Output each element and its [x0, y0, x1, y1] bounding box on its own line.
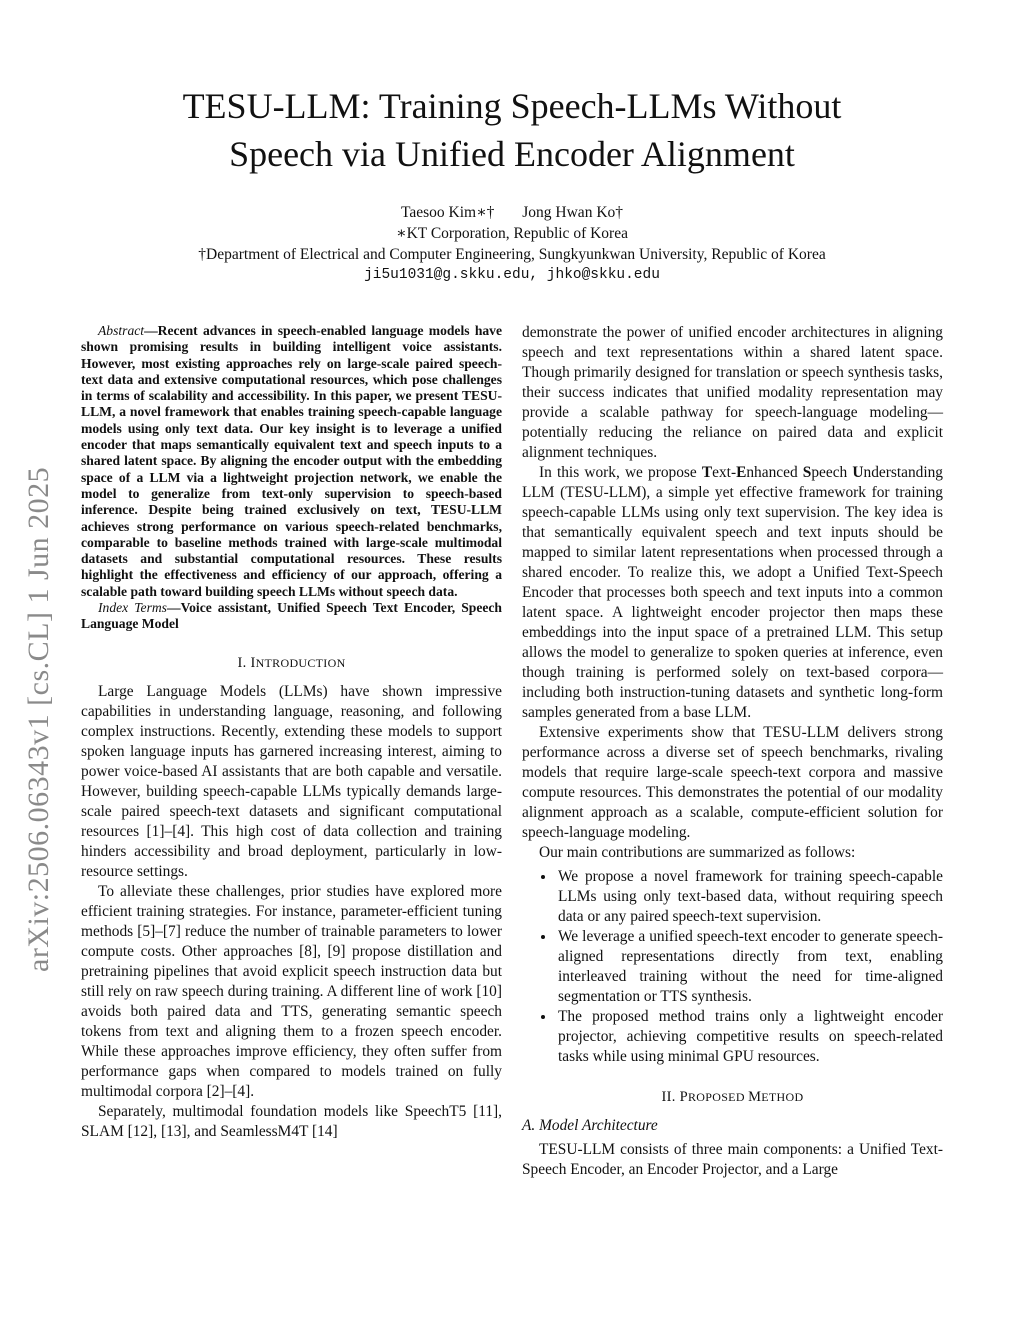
abstract — [81, 323, 502, 600]
right-paragraph-1: demonstrate the power of unified encoder architectures in aligning speech and text representations within a shared latent space. Though primarily designed for translation or speech synthesis tasks, their success indicates that unified modality representation may provide a scalable pathway for speech-language modeling—potentially reducing the reliance on paired data and explicit alignment techniques. — [522, 324, 943, 461]
list-item: • We propose a novel framework for training speech-capable LLMs using only text-based data, without requiring speech data or any paired speech-text supervision. — [556, 867, 943, 927]
author-emails: ji5u1031@g.skku.edu, jhko@skku.edu — [364, 267, 660, 283]
abstract-label: Abstract — [98, 323, 145, 338]
author-1: Taesoo Kim∗† — [400, 204, 495, 221]
title-line-1: TESU-LLM: Training Speech-LLMs Without — [182, 86, 842, 126]
subsection-heading-model-architecture: A. Model Architecture — [522, 1117, 658, 1134]
title-line-2: Speech via Unified Encoder Alignment — [229, 134, 795, 174]
arxiv-stamp: arXiv:2506.06343v1 [cs.CL] 1 Jun 2025 — [22, 466, 55, 972]
intro-paragraph-2: To alleviate these challenges, prior studies have explored more efficient training strategies. For instance, parameter-efficient tuning methods [5]–[7] reduce the number of trainable parameters to lower compute costs. Other approaches [8], [9] propose distillation and pretraining pipelines that avoid explicit speech instruction data but still rely on raw speech during training. A different line of work [10] avoids both paired data and TTS, generating semantic speech tokens from text and aligning them to a frozen speech encoder. While these approaches improve efficiency, they often suffer from performance gaps when compared to models trained on fully multimodal corpora [2]–[4]. — [81, 882, 502, 1100]
contributions-list — [522, 867, 943, 1067]
author-block — [80, 202, 944, 286]
index-terms-text: —Voice assistant, Unified Speech Text Encoder, Speech Language Model — [81, 600, 502, 632]
index-terms-label: Index Terms — [98, 600, 167, 616]
intro-paragraph-1: Large Language Models (LLMs) have shown impressive capabilities in understanding language, reasoning, and following complex instructions. Recently, extending these models to support spoken language inputs has garnered increasing interest, aiming to power voice-based AI assistants that are both capable and versatile. However, building speech-capable LLMs typically demands large-scale paired speech-text datasets and significant computational resources [1]–[4]. This high cost of data collection and training hinders accessibility and broad deployment, particularly in low-resource settings. — [81, 682, 502, 880]
right-paragraph-3: Extensive experiments show that TESU-LLM delivers strong performance across a diverse set of speech benchmarks, rivaling models that require large-scale speech-text corpora and massive compute resources. This demonstrates the potential of our modality alignment approach as a scalable, compute-efficient solution for speech-language modeling. — [522, 724, 943, 841]
abstract-text: —Recent advances in speech-enabled language models have shown promising results in building intelligent voice assistants. However, most existing approaches rely on large-scale paired speech-text data and extensive computational resources, which pose challenges in terms of scalability and accessibility. In this paper, we present TESU-LLM, a novel framework that enables training speech-capable language models using only text data. Our key insight is to leverage a unified encoder that maps semantically equivalent text and speech inputs to a shared latent space. By aligning the encoder output with the embedding space of a LLM via a lightweight projection network, we enable the model to generalize from text-only supervision to speech-based inference. Despite being trained exclusively on text, TESU-LLM achieves strong performance on various speech-related benchmarks, comparable to baseline methods trained with large-scale multimodal datasets and substantial computational resources. These results highlight the effectiveness and efficiency of our approach, offering a scalable path toward building speech LLMs without speech data. — [81, 323, 502, 599]
list-item: • The proposed method trains only a lightweight encoder projector, achieving competitive results on speech-related tasks while using minimal GPU resources. — [556, 1007, 943, 1067]
paper-title — [70, 82, 954, 178]
affiliation-1: ∗KT Corporation, Republic of Korea — [396, 225, 628, 242]
list-item: • We leverage a unified speech-text encoder to generate speech-aligned representations directly from text, enabling interleaved training without the need for time-aligned segmentation or TTS synthesis. — [556, 927, 943, 1007]
author-names — [80, 202, 944, 223]
section-heading-proposed-method: II. PROPOSED METHOD — [661, 1089, 804, 1105]
method-paragraph-1: TESU-LLM consists of three main components: a Unified Text-Speech Encoder, an Encoder Projector, and a Large — [522, 1141, 943, 1178]
index-terms — [81, 600, 502, 633]
section-heading-introduction: I. INTRODUCTION — [237, 654, 346, 671]
right-paragraph-2: In this work, we propose Text-Enhanced Speech Understanding LLM (TESU-LLM), a simple yet effective framework for training speech-capable LLMs using only text supervision. The key idea is that semantically equivalent speech and text inputs should be mapped to similar latent representations when processed through a shared encoder. To realize this, we adopt a Unified Text-Speech Encoder that processes both speech and text inputs into a common latent space. A lightweight encoder projector then maps these embeddings into the input space of a pretrained LLM. This setup allows the model to generalize to spoken queries at inference, even though training is performed solely on text-based corpora—including both instruction-tuning datasets and synthetic long-form samples generated from a base LLM. — [522, 464, 944, 721]
affiliation-2: †Department of Electrical and Computer Engineering, Sungkyunkwan University, Republic of Korea — [198, 246, 826, 263]
left-column — [81, 323, 502, 1142]
intro-paragraph-3: Separately, multimodal foundation models like SpeechT5 [11], SLAM [12], [13], and SeamlessM4T [14] — [81, 1102, 502, 1140]
right-column — [522, 323, 943, 1180]
author-2: Jong Hwan Ko† — [522, 204, 624, 221]
contributions-intro: Our main contributions are summarized as follows: — [539, 844, 856, 861]
